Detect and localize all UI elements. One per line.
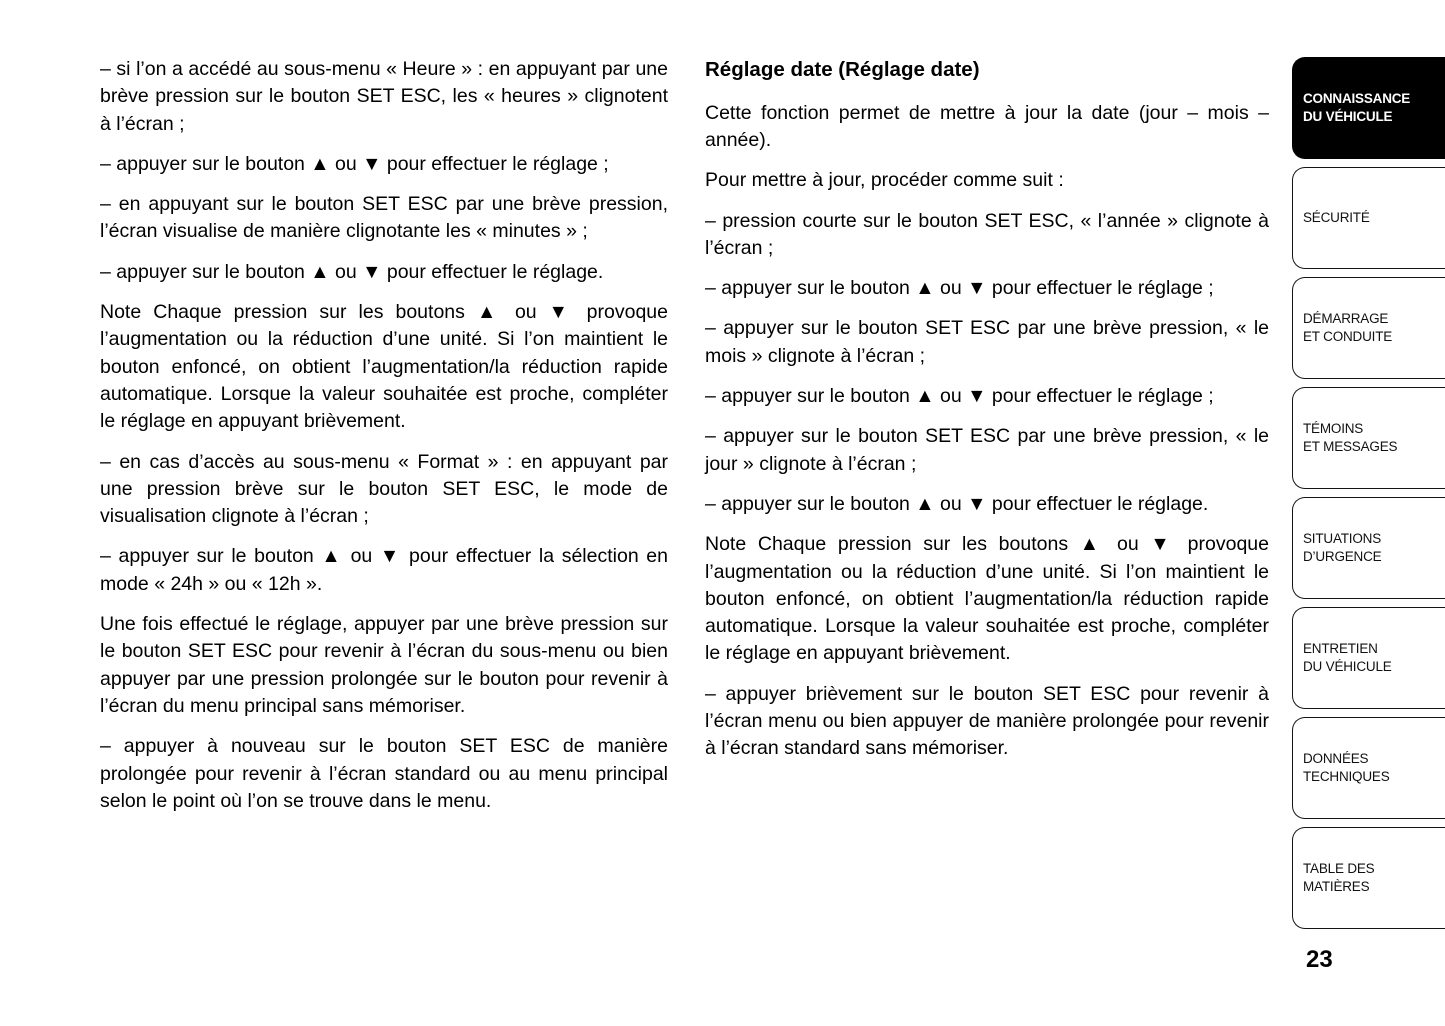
tab-label-line: SÉCURITÉ (1303, 209, 1370, 225)
tab-label-line: DÉMARRAGE (1303, 310, 1389, 326)
paragraph: – appuyer à nouveau sur le bouton SET ESC de manière prolongée pour revenir à l’écran standard ou au menu principal selon le point où l’on se trouve dans le menu. (100, 735, 668, 812)
paragraph: – appuyer sur le bouton ▲ ou ▼ pour effectuer la sélection en mode « 24h » ou « 12h ». (100, 545, 668, 595)
paragraph: – appuyer sur le bouton SET ESC par une brève pression, « le jour » clignote à l’écran ; (705, 425, 1269, 475)
tab-label-line: D’URGENCE (1303, 549, 1382, 564)
tab-label-line: TECHNIQUES (1303, 769, 1390, 784)
tab-label-line: SITUATIONS (1303, 530, 1382, 546)
tab-label-line: ET MESSAGES (1303, 439, 1398, 454)
paragraph: Cette fonction permet de mettre à jour la date (jour – mois – année). (705, 101, 1269, 151)
paragraph: – appuyer brièvement sur le bouton SET ESC pour revenir à l’écran menu ou bien appuyer de manière prolongée pour revenir à l’écran standard sans mémoriser. (705, 682, 1269, 760)
paragraph: – en cas d’accès au sous-menu « Format » : en appuyant par une pression brève sur le bouton SET ESC, le mode de visualisation clignote à l’écran ; (100, 450, 668, 528)
paragraph: – appuyer sur le bouton ▲ ou ▼ pour effectuer le réglage ; (705, 277, 1214, 300)
tab-label-line: TABLE DES (1303, 860, 1375, 876)
paragraph: – appuyer sur le bouton ▲ ou ▼ pour effectuer le réglage ; (705, 385, 1214, 408)
sidebar-tab-temoins-et-messages[interactable] (1292, 387, 1445, 489)
paragraph: – pression courte sur le bouton SET ESC, « l’année » clignote à l’écran ; (705, 209, 1269, 259)
paragraph: Une fois effectué le réglage, appuyer par une brève pression sur le bouton SET ESC pour revenir à l’écran du sous-menu ou bien appuyer par une pression prolongée sur le bouton pour revenir à l’écran du menu principal sans mémoriser. (100, 613, 668, 717)
tab-label-line: DONNÉES (1303, 750, 1369, 766)
right-column (705, 56, 1269, 776)
tab-label-line: DU VÉHICULE (1303, 659, 1392, 674)
section-tab-index (1292, 57, 1445, 937)
page-number: 23 (1306, 946, 1333, 973)
paragraph: – appuyer sur le bouton SET ESC par une brève pression, « le mois » clignote à l’écran ; (705, 317, 1269, 367)
sidebar-tab-securite[interactable] (1292, 167, 1445, 269)
paragraph: Pour mettre à jour, procéder comme suit : (705, 169, 1064, 192)
left-column (100, 56, 668, 828)
paragraph: Note Chaque pression sur les boutons ▲ ou ▼ provoque l’augmentation ou la réduction d’une unité. Si l’on maintient le bouton enfoncé, on obtient l’augmentation/la réduction rapide automatique. Lorsque la valeur souhaitée est proche, compléter le réglage en appuyant brièvement. (100, 301, 668, 433)
tab-label-line: ET CONDUITE (1303, 329, 1393, 344)
paragraph: Note Chaque pression sur les boutons ▲ ou ▼ provoque l’augmentation ou la réduction d’une unité. Si l’on maintient le bouton enfoncé, on obtient l’augmentation/la réduction rapide automatique. Lorsque la valeur souhaitée est proche, compléter le réglage en appuyant brièvement. (705, 533, 1269, 665)
paragraph: – en appuyant sur le bouton SET ESC par une brève pression, l’écran visualise de manière clignotante les « minutes » ; (100, 193, 668, 243)
sidebar-tab-table-des-matieres[interactable] (1292, 827, 1445, 929)
tab-label-line: CONNAISSANCE (1303, 90, 1411, 106)
paragraph: – appuyer sur le bouton ▲ ou ▼ pour effectuer le réglage. (100, 260, 604, 283)
tab-label-line: MATIÈRES (1303, 879, 1370, 894)
sidebar-tab-donnees-techniques[interactable] (1292, 717, 1445, 819)
sidebar-tab-entretien-du-vehicule[interactable] (1292, 607, 1445, 709)
tab-label-line: TÉMOINS (1303, 420, 1364, 436)
paragraph: – si l’on a accédé au sous-menu « Heure » : en appuyant par une brève pression sur le bouton SET ESC, les « heures » clignotent à l’écran ; (100, 58, 668, 135)
section-heading: Réglage date (Réglage date) (705, 58, 980, 81)
tab-label-line: ENTRETIEN (1303, 640, 1378, 656)
tab-label-line: DU VÉHICULE (1303, 109, 1393, 124)
sidebar-tab-demarrage-et-conduite[interactable] (1292, 277, 1445, 379)
sidebar-tab-connaissance-du-vehicule[interactable] (1292, 57, 1445, 159)
paragraph: – appuyer sur le bouton ▲ ou ▼ pour effectuer le réglage ; (100, 152, 609, 175)
sidebar-tab-situations-d-urgence[interactable] (1292, 497, 1445, 599)
paragraph: – appuyer sur le bouton ▲ ou ▼ pour effectuer le réglage. (705, 492, 1209, 515)
